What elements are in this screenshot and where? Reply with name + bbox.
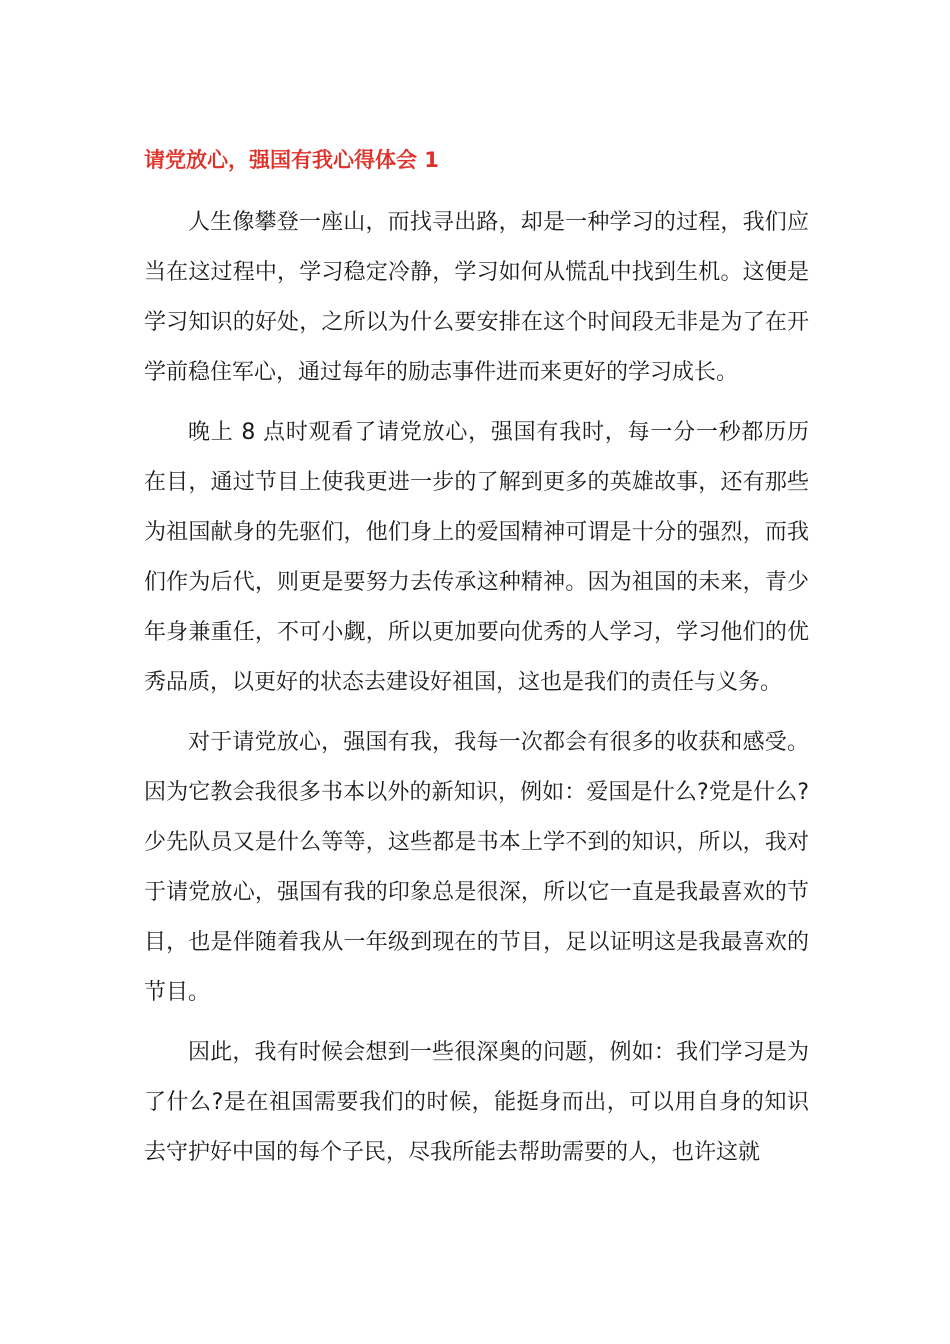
document-title: 请党放心，强国有我心得体会 1 — [144, 148, 439, 172]
document-body — [144, 140, 809, 1188]
paragraph: 对于请党放心，强国有我，我每一次都会有很多的收获和感受。因为它教会我很多书本以外的新知识，例如：爱国是什么?党是什么?少先队员又是什么等等，这些都是书本上学不到的知识，所以，我对于请党放心，强国有我的印象总是很深，所以它一直是我最喜欢的节目，也是伴随着我从一年级到现在的节目，足以证明这是我最喜欢的节目。 — [144, 730, 809, 1005]
paragraph: 人生像攀登一座山，而找寻出路，却是一种学习的过程，我们应当在这过程中，学习稳定冷静，学习如何从慌乱中找到生机。这便是学习知识的好处，之所以为什么要安排在这个时间段无非是为了在开学前稳住军心，通过每年的励志事件进而来更好的学习成长。 — [144, 210, 809, 385]
paragraph: 因此，我有时候会想到一些很深奥的问题，例如：我们学习是为了什么?是在祖国需要我们的时候，能挺身而出，可以用自身的知识去守护好中国的每个子民，尽我所能去帮助需要的人，也许这就 — [144, 1040, 809, 1165]
paragraph: 晚上 8 点时观看了请党放心，强国有我时，每一分一秒都历历在目，通过节目上使我更进一步的了解到更多的英雄故事，还有那些为祖国献身的先驱们，他们身上的爱国精神可谓是十分的强烈，而我们作为后代，则更是要努力去传承这种精神。因为祖国的未来，青少年身兼重任，不可小觑，所以更加要向优秀的人学习，学习他们的优秀品质，以更好的状态去建设好祖国，这也是我们的责任与义务。 — [144, 420, 809, 695]
